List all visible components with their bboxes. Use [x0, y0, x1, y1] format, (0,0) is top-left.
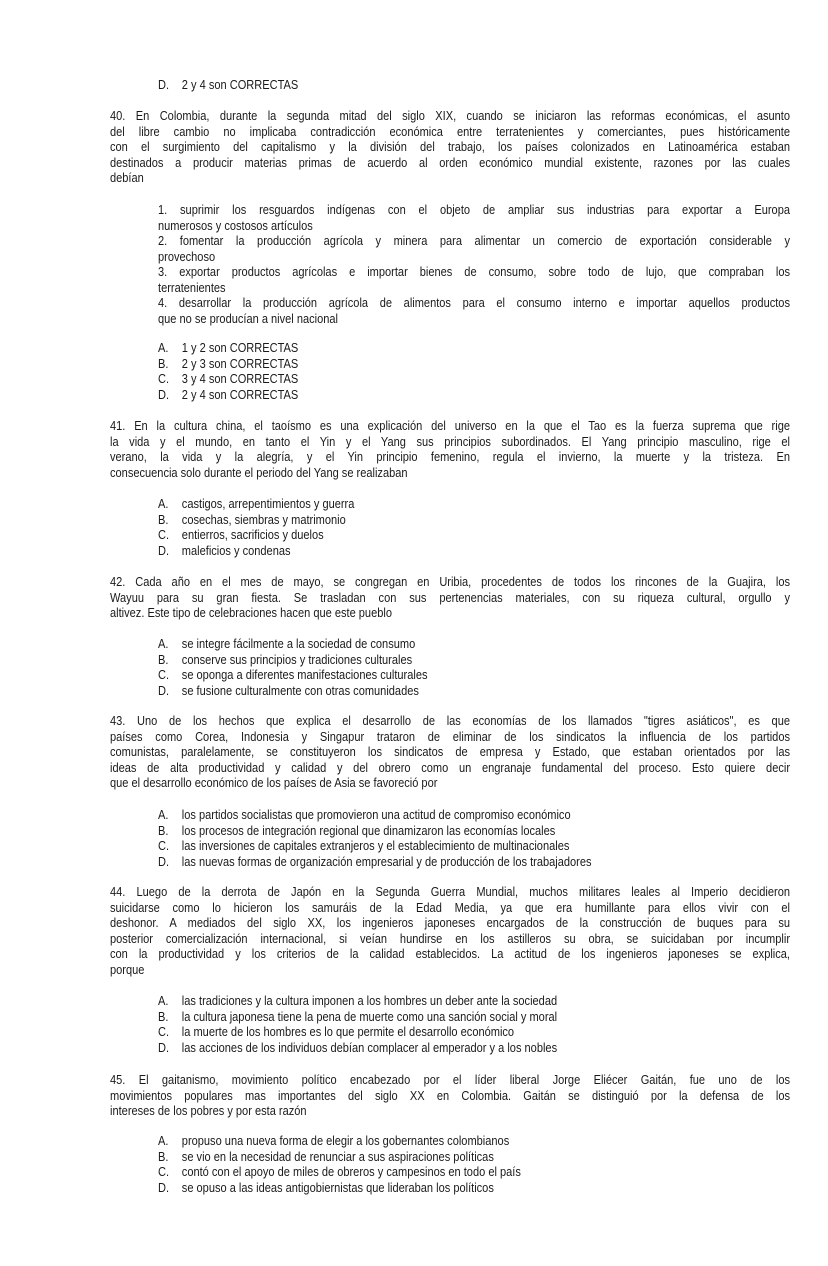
- question-44-options: [158, 993, 790, 1055]
- option-text: entierros, sacrificios y duelos: [181, 527, 324, 542]
- answer-option: [158, 993, 790, 1009]
- question-44-stem: [110, 884, 790, 977]
- text-line: posterior comercialización internacional, si veían hundirse en los astilleros su obra, se suicidaban por incumplir: [110, 930, 790, 946]
- answer-option: [158, 667, 790, 683]
- option-letter: B.: [158, 1148, 169, 1164]
- text-line: Wayuu para su gran fiesta. Se trasladan con sus pertenencias materiales, con su riqueza cultural, orgullo y: [110, 589, 790, 605]
- question-42-stem: [110, 574, 790, 621]
- text-line: destinados a producir materias primas de acuerdo al orden económico mundial existente, razones por las cuales: [110, 154, 790, 170]
- answer-option: [158, 1009, 790, 1025]
- answer-option: [158, 1133, 790, 1149]
- text-line: 41. En la cultura china, el taoísmo es una explicación del universo en la que el Tao es la fuerza suprema que rige: [110, 418, 790, 433]
- text-line: 4. desarrollar la producción agrícola de alimentos para el consumo interno e importar aquellos productos: [158, 295, 790, 310]
- text-line: terratenientes: [158, 279, 226, 295]
- option-text: los procesos de integración regional que dinamizaron las economías locales: [181, 822, 556, 838]
- option-letter: C.: [158, 371, 170, 386]
- option-text: se opuso a las ideas antigobiernistas que lideraban los políticos: [181, 1179, 494, 1195]
- text-line: deshonor. A mediados del siglo XX, los ingenieros japoneses encargados de la construcción de buques para su: [110, 915, 790, 930]
- text-line: movimientos populares mas importantes del siglo XX en Colombia. Gaitán se distinguió por la defensa de los: [110, 1087, 790, 1103]
- option-letter: D.: [158, 542, 170, 558]
- answer-option: [158, 543, 790, 559]
- option-letter: D.: [158, 386, 170, 402]
- option-text: las tradiciones y la cultura imponen a los hombres un deber ante la sociedad: [181, 993, 558, 1008]
- option-text: cosechas, siembras y matrimonio: [181, 511, 346, 527]
- option-letter: D.: [158, 1179, 170, 1195]
- text-line: 2. fomentar la producción agrícola y minera para alimentar un comercio de exportación considerable y: [158, 233, 790, 248]
- option-text: la muerte de los hombres es lo que permite el desarrollo económico: [181, 1024, 515, 1039]
- option-letter: C.: [158, 667, 170, 682]
- text-line: con el surgimiento del capitalismo y la división del trabajo, los países colonizados en Latinoamérica estaban: [110, 139, 790, 154]
- option-letter: D.: [158, 77, 170, 92]
- option-text: maleficios y condenas: [181, 542, 291, 558]
- option-text: se oponga a diferentes manifestaciones culturales: [181, 667, 428, 682]
- option-letter: A.: [158, 1133, 169, 1148]
- option-letter: C.: [158, 527, 170, 542]
- option-text: 3 y 4 son CORRECTAS: [181, 371, 299, 386]
- text-line: que no se producían a nivel nacional: [158, 310, 339, 326]
- answer-option: [158, 1149, 790, 1165]
- option-letter: A.: [158, 636, 169, 651]
- option-letter: C.: [158, 1164, 170, 1179]
- answer-option: [158, 340, 790, 356]
- question-40-options: [158, 340, 790, 402]
- option-text: se fusione culturalmente con otras comunidades: [181, 682, 419, 698]
- question-43-options: [158, 807, 790, 869]
- text-line: 40. En Colombia, durante la segunda mitad del siglo XIX, cuando se iniciaron las reformas económicas, el asunto: [110, 108, 790, 123]
- option-letter: A.: [158, 807, 169, 822]
- answer-option: [158, 1180, 790, 1196]
- option-letter: D.: [158, 1039, 170, 1055]
- answer-option: [158, 652, 790, 668]
- option-letter: B.: [158, 511, 169, 527]
- answer-option: [158, 387, 790, 403]
- text-line: del libre cambio no implicaba contradicción económica entre terratenientes y comerciantes, pues históricamente: [110, 123, 790, 139]
- text-line: suicidarse como lo hicieron los samuráis de la Edad Media, ya que era humillante para ellos vivir con el: [110, 899, 790, 915]
- answer-option: [158, 1040, 790, 1056]
- text-line: 45. El gaitanismo, movimiento político encabezado por el líder liberal Jorge Eliécer Gaitán, fue uno de los: [110, 1072, 790, 1087]
- option-text: los partidos socialistas que promovieron una actitud de compromiso económico: [181, 807, 571, 822]
- option-text: conserve sus principios y tradiciones culturales: [181, 651, 413, 667]
- option-text: las acciones de los individuos debían complacer al emperador y a los nobles: [181, 1039, 558, 1055]
- option-letter: C.: [158, 1024, 170, 1039]
- text-line: altivez. Este tipo de celebraciones hacen que este pueblo: [110, 605, 392, 620]
- option-letter: B.: [158, 355, 169, 371]
- text-line: verano, la vida y la alegría, y el Yin principio femenino, regula el invierno, la muerte y la tristeza. En: [110, 449, 790, 464]
- text-line: que el desarrollo económico de los países de Asia se favoreció por: [110, 775, 438, 790]
- prelude-option: [158, 77, 790, 93]
- question-40-stem: [110, 108, 790, 186]
- answer-option: [158, 496, 790, 512]
- text-line: 44. Luego de la derrota de Japón en la Segunda Guerra Mundial, muchos militares leales al Imperio decidieron: [110, 884, 790, 899]
- option-letter: B.: [158, 651, 169, 667]
- option-text: 2 y 4 son CORRECTAS: [181, 386, 299, 402]
- option-text: 1 y 2 son CORRECTAS: [181, 340, 299, 355]
- option-text: se vio en la necesidad de renunciar a sus aspiraciones políticas: [181, 1148, 494, 1164]
- answer-option: [158, 683, 790, 699]
- option-letter: A.: [158, 993, 169, 1008]
- question-40-statements: [158, 202, 790, 326]
- answer-option: [158, 838, 790, 854]
- answer-option: [158, 807, 790, 823]
- answer-option: [158, 854, 790, 870]
- text-line: 3. exportar productos agrícolas e importar bienes de consumo, sobre todo de lujo, que compraban los: [158, 264, 790, 279]
- text-line: consecuencia solo durante el periodo del Yang se realizaban: [110, 464, 408, 480]
- option-text: castigos, arrepentimientos y guerra: [181, 496, 355, 511]
- question-41-options: [158, 496, 790, 558]
- text-line: debían: [110, 170, 144, 185]
- text-line: ideas de alta productividad y calidad y del obrero como un engranaje fundamental del proceso. Esto quiere decir: [110, 759, 790, 775]
- text-line: porque: [110, 961, 145, 977]
- question-45-stem: [110, 1072, 790, 1119]
- option-text: las nuevas formas de organización empresarial y de producción de los trabajadores: [181, 853, 592, 869]
- text-line: 43. Uno de los hechos que explica el desarrollo de las economías de los llamados "tigres asiáticos", es que: [110, 713, 790, 728]
- text-line: con la productividad y los criterios de la calidad establecidos. La actitud de los ingenieros japoneses se explica,: [110, 946, 790, 961]
- text-line: países como Corea, Indonesia y Singapur trataron de eliminar de los sindicatos la influencia de los partidos: [110, 728, 790, 744]
- option-letter: B.: [158, 1008, 169, 1024]
- question-45-options: [158, 1133, 790, 1195]
- option-text: las inversiones de capitales extranjeros y el establecimiento de multinacionales: [181, 838, 570, 853]
- answer-option: [158, 823, 790, 839]
- option-text: la cultura japonesa tiene la pena de muerte como una sanción social y moral: [181, 1008, 558, 1024]
- option-letter: D.: [158, 682, 170, 698]
- text-line: provechoso: [158, 248, 216, 264]
- option-text: 2 y 3 son CORRECTAS: [181, 355, 299, 371]
- question-41-stem: [110, 418, 790, 480]
- answer-option: [158, 527, 790, 543]
- text-line: la vida y el mundo, en tanto el Yin y el Yang sus principios subordinados. El Yang principio masculino, rige el: [110, 433, 790, 449]
- option-letter: A.: [158, 340, 169, 355]
- option-text: propuso una nueva forma de elegir a los gobernantes colombianos: [181, 1133, 510, 1148]
- option-text: 2 y 4 son CORRECTAS: [181, 77, 299, 92]
- option-text: contó con el apoyo de miles de obreros y campesinos en todo el país: [181, 1164, 521, 1179]
- text-line: 42. Cada año en el mes de mayo, se congregan en Uribia, procedentes de todos los rincones de la Guajira, los: [110, 574, 790, 589]
- text-line: comunistas, paralelamente, se constituyeron los sindicatos de empresa y Estado, que estaban orientados por las: [110, 744, 790, 759]
- answer-option: [158, 636, 790, 652]
- option-letter: A.: [158, 496, 169, 511]
- answer-option: [158, 1024, 790, 1040]
- answer-option: [158, 356, 790, 372]
- answer-option: [158, 77, 790, 93]
- text-line: intereses de los pobres y por esta razón: [110, 1103, 307, 1118]
- answer-option: [158, 512, 790, 528]
- option-letter: C.: [158, 838, 170, 853]
- answer-option: [158, 1164, 790, 1180]
- question-42-options: [158, 636, 790, 698]
- text-line: 1. suprimir los resguardos indígenas con el objeto de ampliar sus industrias para exportar a Europa: [158, 202, 790, 217]
- question-43-stem: [110, 713, 790, 791]
- option-letter: D.: [158, 853, 170, 869]
- answer-option: [158, 371, 790, 387]
- text-line: numerosos y costosos artículos: [158, 217, 313, 233]
- option-text: se integre fácilmente a la sociedad de consumo: [181, 636, 416, 651]
- option-letter: B.: [158, 822, 169, 838]
